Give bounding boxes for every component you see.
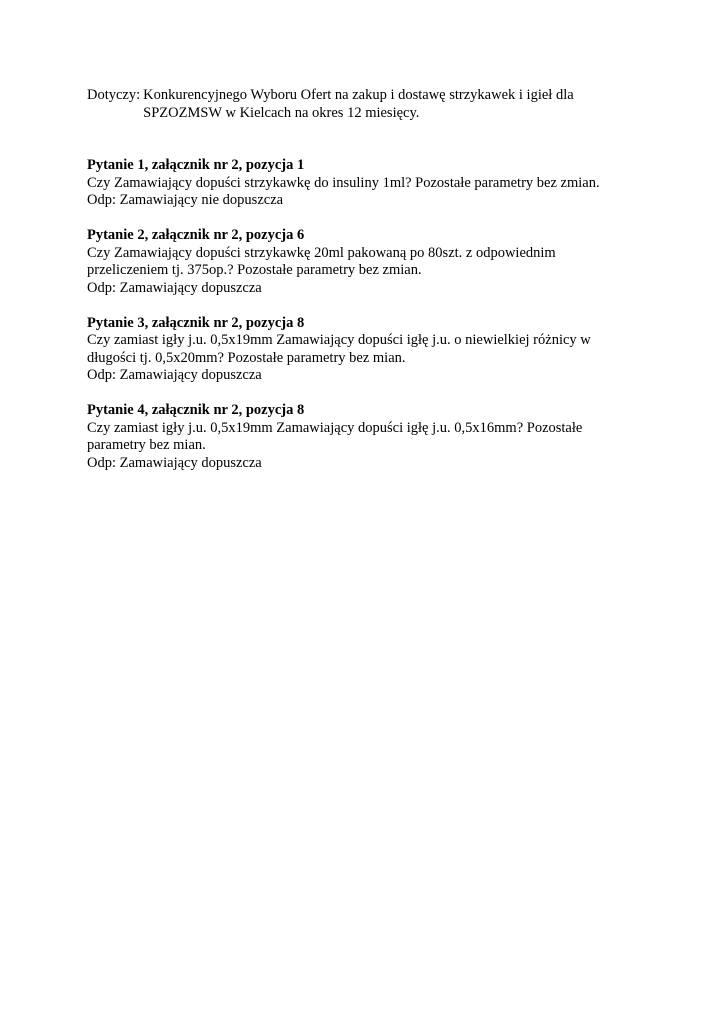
subject-label: Dotyczy: bbox=[87, 87, 141, 103]
subject-line-1: Konkurencyjnego Wyboru Ofert na zakup i dostawę strzykawek i igieł dla bbox=[143, 87, 574, 103]
question-body: Czy zamiast igły j.u. 0,5x19mm Zamawiający dopuści igłę j.u. 0,5x16mm? Pozostałe parametry bez mian. bbox=[87, 419, 583, 453]
question-answer: Odp: Zamawiający dopuszcza bbox=[87, 454, 262, 471]
question-body: Czy Zamawiający dopuści strzykawkę 20ml pakowaną po 80szt. z odpowiednim przeliczeniem tj. 375op.? Pozostałe parametry bez zmian. bbox=[87, 244, 556, 278]
question-answer: Odp: Zamawiający dopuszcza bbox=[87, 367, 262, 383]
question-body: Czy zamiast igły j.u. 0,5x19mm Zamawiający dopuści igłę j.u. o niewielkiej różnicy w długości tj. 0,5x20mm? Pozostałe parametry bez mian. bbox=[87, 332, 591, 366]
question-answer: Odp: Zamawiający nie dopuszcza bbox=[87, 192, 284, 208]
question-4 bbox=[87, 402, 627, 472]
question-title: Pytanie 1, załącznik nr 2, pozycja 1 bbox=[87, 157, 305, 173]
question-1 bbox=[87, 157, 627, 210]
question-2 bbox=[87, 227, 627, 297]
subject-block bbox=[87, 87, 627, 122]
question-title: Pytanie 2, załącznik nr 2, pozycja 6 bbox=[87, 227, 305, 243]
subject-text bbox=[143, 87, 627, 122]
question-answer: Odp: Zamawiający dopuszcza bbox=[87, 279, 262, 296]
question-3 bbox=[87, 315, 627, 385]
subject-line-2: SPZOZMSW w Kielcach na okres 12 miesięcy. bbox=[143, 104, 420, 121]
question-title: Pytanie 4, załącznik nr 2, pozycja 8 bbox=[87, 402, 305, 418]
questions-list bbox=[87, 157, 627, 472]
document-content bbox=[87, 87, 627, 490]
question-title: Pytanie 3, załącznik nr 2, pozycja 8 bbox=[87, 314, 305, 331]
question-body: Czy Zamawiający dopuści strzykawkę do insuliny 1ml? Pozostałe parametry bez zmian. bbox=[87, 174, 600, 191]
